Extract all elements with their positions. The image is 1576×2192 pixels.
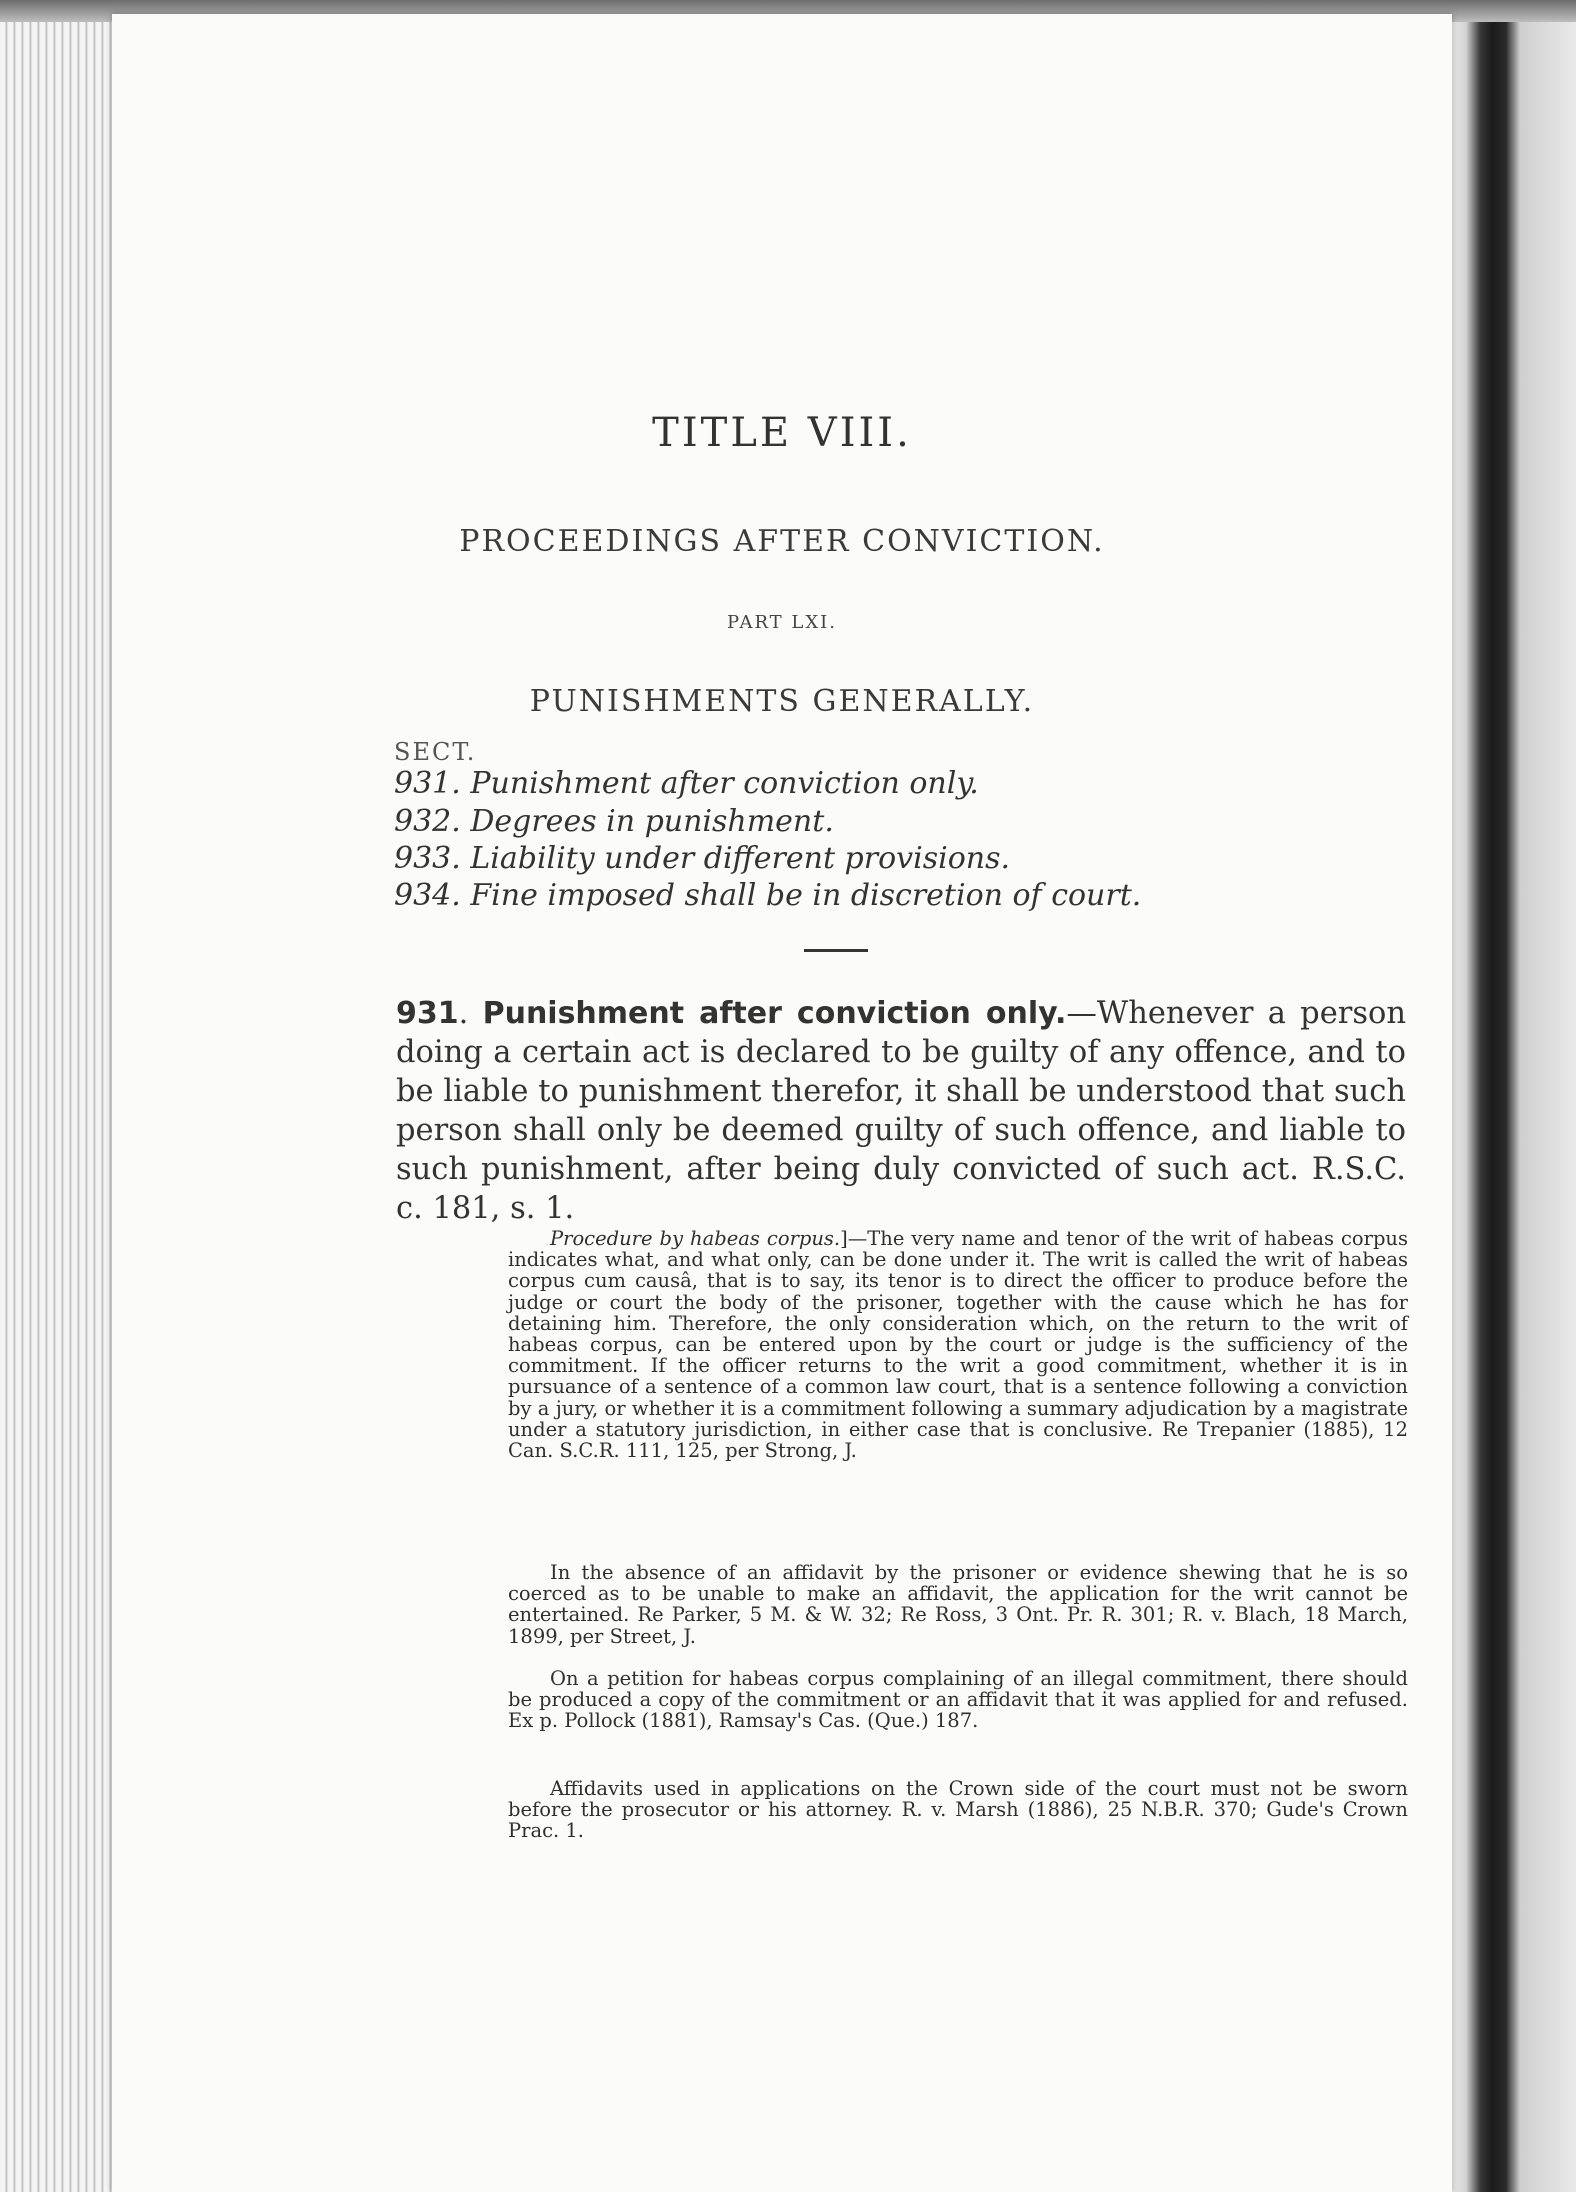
book-page-edges-right [1446,22,1576,2192]
section-931: 931. Punishment after conviction only.—Whenever a person doing a certain act is declared to be guilty of any offence, and to be liable to punishment therefor, it shall be understood that such person shall only be deemed guilty of such offence, and liable to such punishment, after being duly convicted of such act. R.S.C. c. 181, s. 1. [396,996,1406,1226]
annotation-text: In the absence of an affidavit by the prisoner or evidence shewing that he is so coerced as to be unable to make an affidavit, the application for the writ cannot be entertained. Re Parker, 5 M. & W. 32; Re Ross, 3 Ont. Pr. R. 301; R. v. Blach, 18 March, 1899, per Street, J. [508,1561,1408,1648]
annotation-paragraph [508,1228,1408,1461]
book-page [112,14,1452,2192]
annotation-paragraph [508,1668,1408,1732]
annotation-lead: Procedure by habeas corpus. [550,1227,841,1250]
annotation-text: Affidavits used in applications on the Crown side of the court must not be sworn before the prosecutor or his attorney. R. v. Marsh (1886), 25 N.B.R. 370; Gude's Crown Prac. 1. [508,1777,1408,1843]
toc-item: 933. Liability under different provisions. [394,841,1011,876]
annotation-paragraph [508,1778,1408,1842]
section-body: Whenever a person doing a certain act is declared to be guilty of any offence, and to be liable to punishment therefor, it shall be understood that such person shall only be deemed guilty of such offence, and liable to such punishment, after being duly convicted of such act. R.S.C. c. 181, s. 1. [396,996,1406,1226]
toc-item: 932. Degrees in punishment. [394,804,834,839]
toc-item: 931. Punishment after conviction only. [394,766,979,801]
section-number: 931 [396,996,459,1031]
toc-item: 934. Fine imposed shall be in discretion of court. [394,878,1142,913]
book-page-edges-left [0,22,120,2192]
annotation-text: ]—The very name and tenor of the writ of habeas corpus indicates what, and what only, can be done under it. The writ is called the writ of habeas corpus cum causâ, that is to say, its tenor is to direct the officer to produce before the judge or court the body of the prisoner, together with the cause which he has for detaining him. Therefore, the only consideration which, on the return to the writ of habeas corpus, can be entered upon by the court or judge is the sufficiency of the commitment. If the officer returns to the writ a good commitment, whether it is in pursuance of a sentence of a common law court, that is a sentence following a conviction by a jury, or whether it is a commitment following a summary adjudication by a magistrate under a statutory jurisdiction, in either case that is conclusive. Re Trepanier (1885), 12 Can. S.C.R. 111, 125, per Strong, J. [508,1227,1408,1463]
annotation-paragraph [508,1562,1408,1647]
subtitle-heading: PROCEEDINGS AFTER CONVICTION. [459,524,1105,559]
section-divider [804,949,868,952]
sect-label: SECT. [394,738,477,766]
part-label: PART LXI. [726,612,838,633]
title-heading: TITLE VIII. [652,410,912,456]
annotation-text: On a petition for habeas corpus complaining of an illegal commitment, there should be produced a copy of the commitment or an affidavit that it was applied for and refused. Ex p. Pollock (1881), Ramsay's Cas. (Que.) 187. [508,1667,1408,1733]
part-title: PUNISHMENTS GENERALLY. [529,684,1035,719]
section-heading: Punishment after conviction only. [482,996,1067,1031]
